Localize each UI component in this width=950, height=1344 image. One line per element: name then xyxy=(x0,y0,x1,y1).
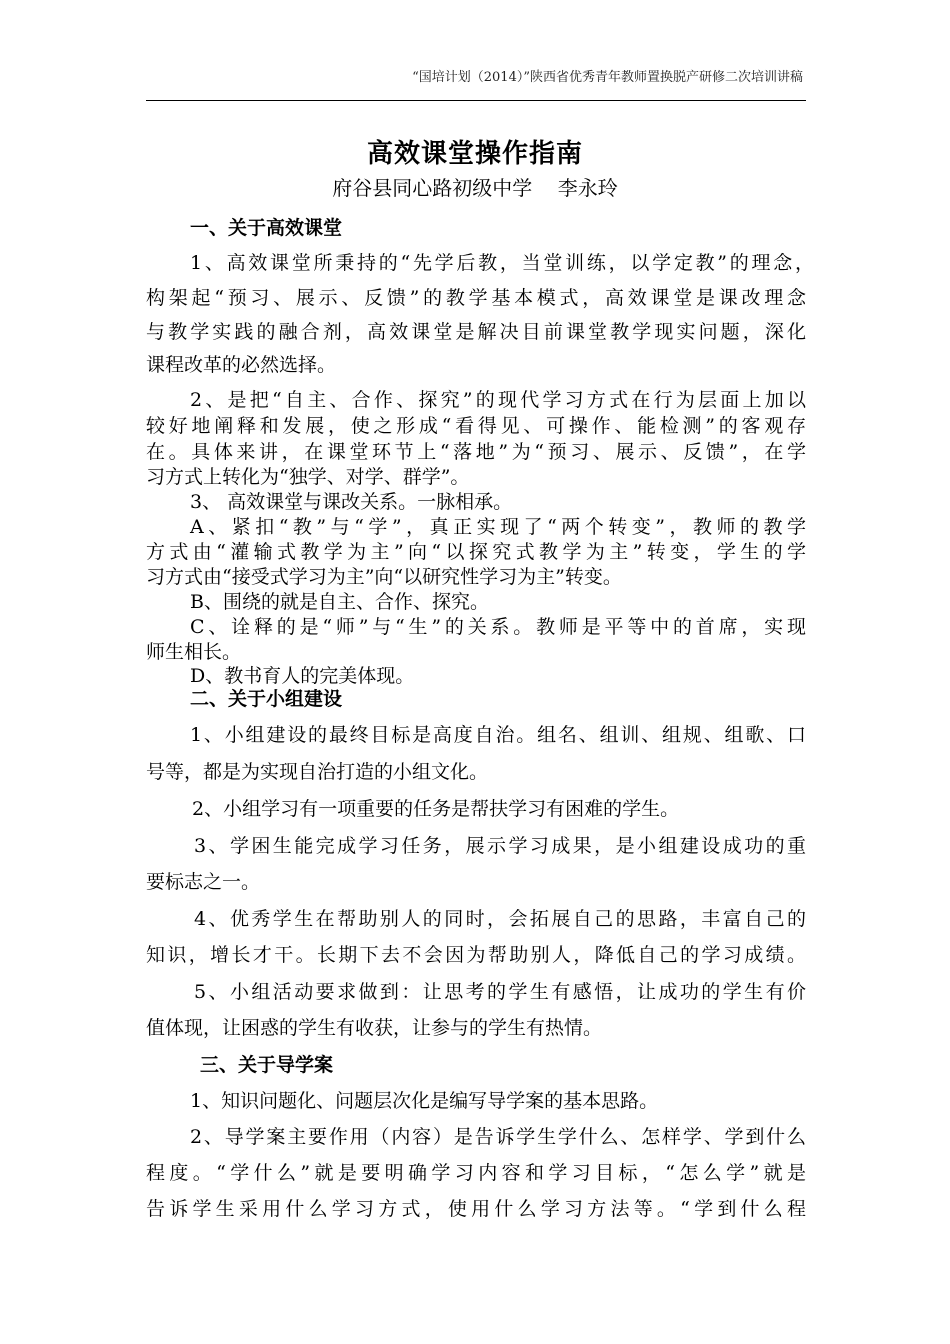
paragraph-line: 3、 高效课堂与课改关系。一脉相承。 xyxy=(190,491,513,513)
paragraph-line: 1、知识问题化、问题层次化是编写导学案的基本思路。 xyxy=(190,1090,659,1112)
paragraph-line: 习方式由“接受式学习为主”向“以研究性学习为主”转变。 xyxy=(146,566,622,588)
paragraph-line: 1、高效课堂所秉持的“先学后教，当堂训练，以学定教”的理念， xyxy=(190,252,814,274)
paragraph-line: 2、小组学习有一项重要的任务是帮扶学习有困难的学生。 xyxy=(192,798,680,820)
document-title: 高效课堂操作指南 xyxy=(366,139,583,169)
section-heading: 三、关于导学案 xyxy=(200,1054,334,1076)
paragraph-line: 课程改革的必然选择。 xyxy=(146,354,337,376)
section-heading: 二、关于小组建设 xyxy=(190,688,343,710)
paragraph-line: 2、是把“自主、合作、探究”的现代学习方式在行为层面上加以 xyxy=(190,389,806,411)
paragraph-line: B、围绕的就是自主、合作、探究。 xyxy=(190,591,489,613)
paragraph-line: 3、学困生能完成学习任务，展示学习成果，是小组建设成功的重 xyxy=(194,835,806,857)
paragraph-line: 程度。“学什么”就是要明确学习内容和学习目标，“怎么学”就是 xyxy=(146,1162,806,1184)
paragraph-line: 构架起“预习、展示、反馈”的教学基本模式，高效课堂是课改理念 xyxy=(146,287,806,309)
paragraph-line: 与教学实践的融合剂，高效课堂是解决目前课堂教学现实问题，深化 xyxy=(146,321,806,343)
author-line: 府谷县同心路初级中学 李永玲 xyxy=(332,176,618,200)
paragraph-line: 方式由“灌输式教学为主”向“以探究式教学为主”转变，学生的学 xyxy=(146,541,806,563)
paragraph-line: A、紧扣“教”与“学”，真正实现了“两个转变”，教师的教学 xyxy=(190,516,806,538)
paragraph-line: 较好地阐释和发展，使之形成“看得见、可操作、能检测”的客观存 xyxy=(146,415,806,437)
paragraph-line: C、诠释的是“师”与“生”的关系。教师是平等中的首席，实现 xyxy=(190,616,806,638)
paragraph-line: 5、小组活动要求做到：让思考的学生有感悟，让成功的学生有价 xyxy=(194,981,806,1003)
header-divider xyxy=(146,100,806,101)
paragraph-line: 知识，增长才干。长期下去不会因为帮助别人，降低自己的学习成绩。 xyxy=(146,944,806,966)
paragraph-line: 习方式上转化为“独学、对学、群学”。 xyxy=(146,466,470,488)
paragraph-line: 告诉学生采用什么学习方式，使用什么学习方法等。“学到什么程 xyxy=(146,1198,806,1220)
paragraph-line: 在。具体来讲，在课堂环节上“落地”为“预习、展示、反馈”，在学 xyxy=(146,441,806,463)
paragraph-line: 值体现，让困惑的学生有收获，让参与的学生有热情。 xyxy=(146,1017,603,1039)
paragraph-line: 号等，都是为实现自治打造的小组文化。 xyxy=(146,761,489,783)
paragraph-line: 1、小组建设的最终目标是高度自治。组名、组训、组规、组歌、口 xyxy=(190,724,806,746)
paragraph-line: 2、导学案主要作用（内容）是告诉学生学什么、怎样学、学到什么 xyxy=(190,1126,806,1148)
paragraph-line: 4、优秀学生在帮助别人的同时，会拓展自己的思路，丰富自己的 xyxy=(194,908,806,930)
section-heading: 一、关于高效课堂 xyxy=(190,217,343,239)
paragraph-line: 要标志之一。 xyxy=(146,871,261,893)
paragraph-line: 师生相长。 xyxy=(146,641,242,663)
paragraph-line: D、教书育人的完美体现。 xyxy=(190,665,415,687)
running-header: “国培计划（2014）”陕西省优秀青年教师置换脱产研修二次培训讲稿 xyxy=(412,70,803,85)
